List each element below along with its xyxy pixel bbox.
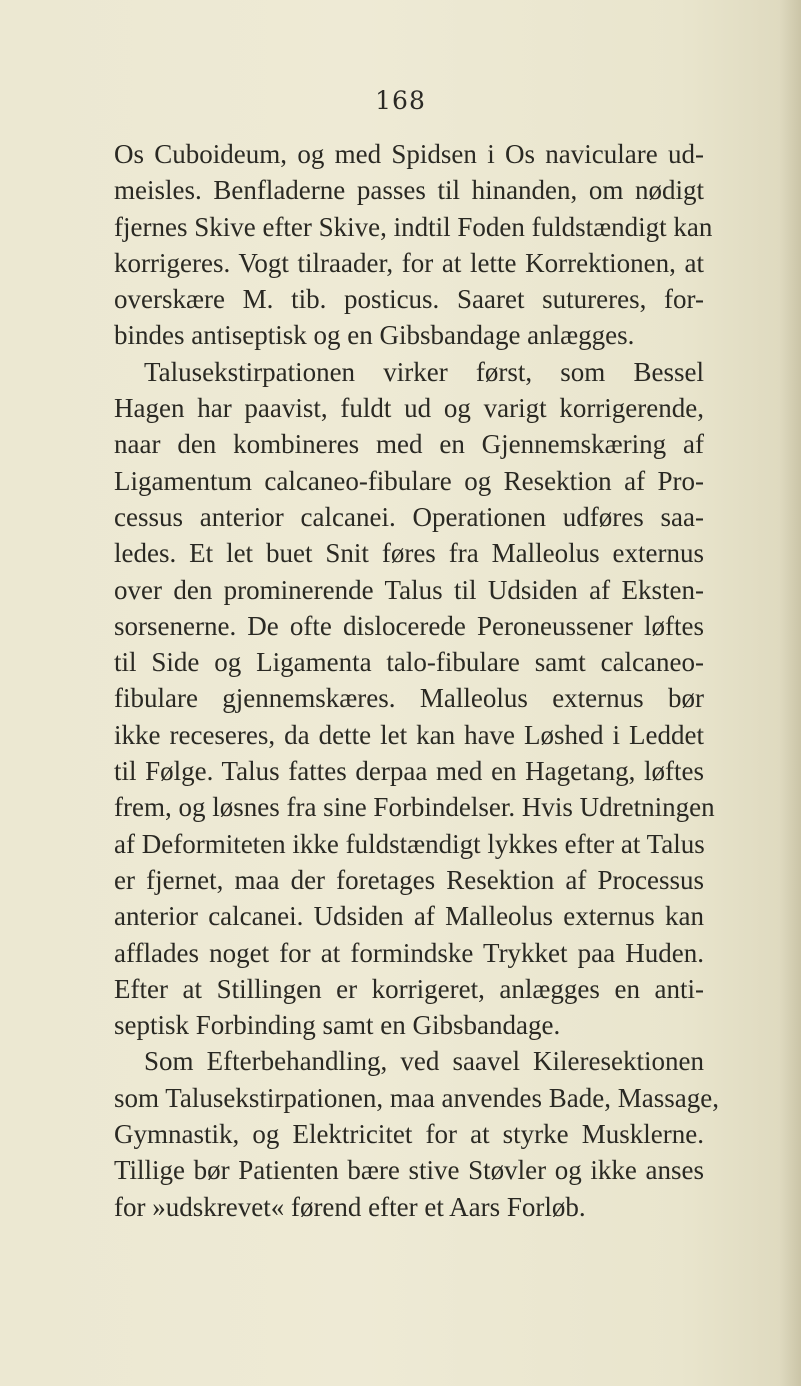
text-line: ledes. Et let buet Snit føres fra Malleolus externus <box>114 538 704 569</box>
text-line: ikke receseres, da dette let kan have Løshed i Leddet <box>114 719 704 750</box>
page-number: 168 <box>375 86 426 115</box>
text-line: naar den kombineres med en Gjennemskæring af <box>114 429 704 460</box>
text-line: afflades noget for at formindske Trykket paa Huden. <box>114 937 704 968</box>
text-line: til Følge. Talus fattes derpaa med en Hagetang, løftes <box>114 756 704 787</box>
text-line: til Side og Ligamenta talo-fibulare samt calcaneo- <box>114 647 704 678</box>
text-line: sorsenerne. De ofte dislocerede Peroneussener løftes <box>114 610 704 641</box>
text-line: Os Cuboideum, og med Spidsen i Os naviculare ud- <box>114 139 704 169</box>
text-line: Talusekstirpationen virker først, som Bessel <box>144 356 704 387</box>
text-line: for »udskrevet« førend efter et Aars Forløb. <box>114 1191 586 1222</box>
text-line: frem, og løsnes fra sine Forbindelser. Hvis Udretningen <box>114 792 715 823</box>
text-line: Ligamentum calcaneo-fibulare og Resektion af Pro- <box>114 465 704 496</box>
text-line: som Talusekstirpationen, maa anvendes Bade, Massage, <box>114 1082 719 1113</box>
text-line: septisk Forbinding samt en Gibsbandage. <box>114 1010 561 1041</box>
text-line: Efter at Stillingen er korrigeret, anlægges en anti- <box>114 973 704 1004</box>
text-line: bindes antiseptisk og en Gibsbandage anlægges. <box>114 320 635 351</box>
text-line: meisles. Benfladerne passes til hinanden, om nødigt <box>114 175 704 206</box>
text-line: anterior calcanei. Udsiden af Malleolus externus kan <box>114 901 704 932</box>
text-line: af Deformiteten ikke fuldstændigt lykkes efter at Talus <box>114 828 705 859</box>
text-line: er fjernet, maa der foretages Resektion af Processus <box>114 864 704 895</box>
text-line: cessus anterior calcanei. Operationen udføres saa- <box>114 501 704 532</box>
text-line: over den prominerende Talus til Udsiden af Eksten- <box>114 574 704 605</box>
text-line: fibulare gjennemskæres. Malleolus externus bør <box>114 683 704 714</box>
text-line: Gymnastik, og Elektricitet for at styrke Musklerne. <box>114 1119 704 1150</box>
body-text <box>114 136 719 1225</box>
text-line: Tillige bør Patienten bære stive Støvler og ikke anses <box>114 1155 704 1186</box>
text-line: korrigeres. Vogt tilraader, for at lette Korrektionen, at <box>114 247 704 278</box>
page-edge-shadow <box>779 0 801 1386</box>
text-line: Som Efterbehandling, ved saavel Kileresektionen <box>144 1046 704 1077</box>
text-line: fjernes Skive efter Skive, indtil Foden fuldstændigt kan <box>114 211 713 242</box>
text-line: overskære M. tib. posticus. Saaret sutureres, for- <box>114 284 704 315</box>
text-line: Hagen har paavist, fuldt ud og varigt korrigerende, <box>114 393 704 424</box>
